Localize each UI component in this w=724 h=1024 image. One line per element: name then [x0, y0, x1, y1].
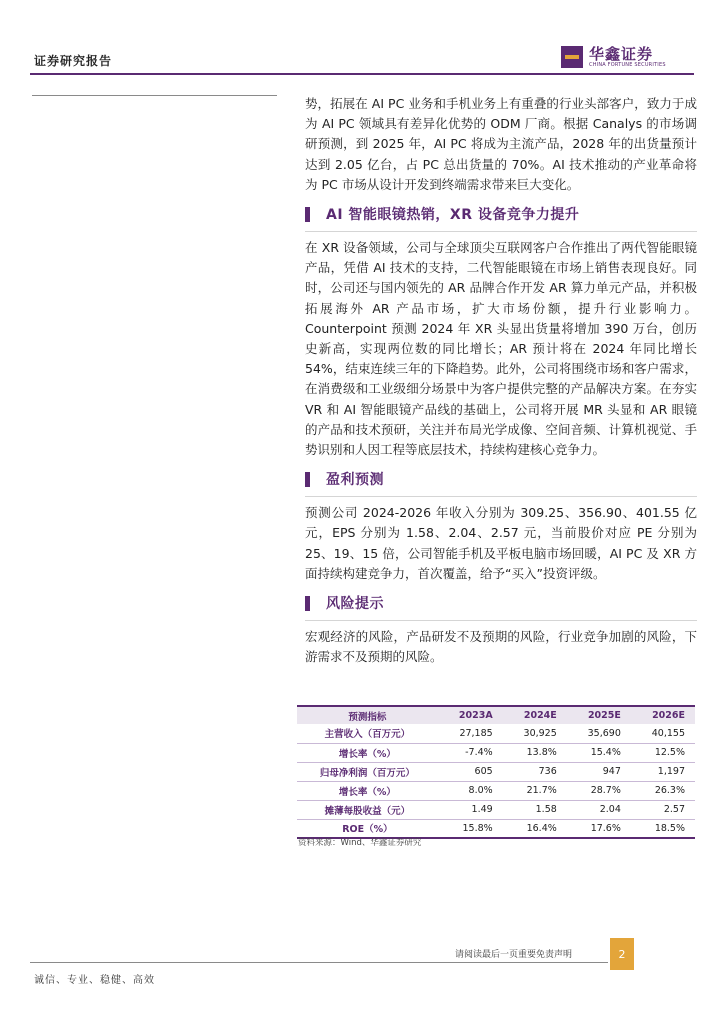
forecast-table — [297, 705, 695, 839]
table-cell: 947 — [567, 762, 631, 781]
table-cell: 1.49 — [438, 800, 503, 819]
company-logo — [561, 46, 666, 68]
table-cell: 736 — [503, 762, 567, 781]
table-header-row — [297, 706, 695, 724]
main-content — [305, 94, 697, 667]
table-row — [297, 724, 695, 743]
table-header-cell: 2024E — [503, 706, 567, 724]
sidebar-divider — [32, 95, 277, 96]
section-divider — [305, 620, 697, 621]
row-label: 增长率（%） — [297, 743, 438, 762]
row-label: 归母净利润（百万元） — [297, 762, 438, 781]
intro-paragraph: 势，拓展在 AI PC 业务和手机业务上有重叠的行业头部客户，致力于成为 AI PC 领域具有差异化优势的 ODM 厂商。根据 Canalys 的市场调研预测，到 2025 年，AI PC 将成为主流产品，2028 年的出货量预计达到 2.05 亿台，占 PC 总出货量的 70%。AI 技术推动的产业革命将为 PC 市场从设计开发到终端需求带来巨大变化。 — [305, 96, 697, 192]
section-paragraph-forecast: 预测公司 2024-2026 年收入分别为 309.25、356.90、401.55 亿元，EPS 分别为 1.58、2.04、2.57 元，当前股价对应 PE 分别为 25、19、15 倍，公司智能手机及平板电脑市场回暖，AI PC 及 XR 方面持续构建竞争力，首次覆盖，给予“买入”投资评级。 — [305, 505, 697, 581]
table-cell: 18.5% — [631, 819, 695, 838]
section-marker-icon — [305, 207, 310, 222]
table-cell: 2.57 — [631, 800, 695, 819]
table-cell: 16.4% — [503, 819, 567, 838]
section-divider — [305, 231, 697, 232]
forecast-table-container — [297, 705, 695, 839]
page-number: 2 — [610, 938, 634, 970]
table-cell: 21.7% — [503, 781, 567, 800]
section-paragraph-xr: 在 XR 设备领域，公司与全球顶尖互联网客户合作推出了两代智能眼镜产品，凭借 AI 技术的支持，二代智能眼镜在市场上销售表现良好。同时，公司还与国内领先的 AR 品牌合作开发 AR 算力单元产品，并积极拓展海外 AR 产品市场，扩大市场份额，提升行业影响力。 Counterpoint 预测 2024 年 XR 头显出货量将增加 390 万台，创历史新高，实现两位数的同比增长；AR 预计将在 2024 年同比增长 54%，结束连续三年的下降趋势。此外，公司将围绕市场和客户需求，在消费级和工业级细分场景中为客户提供完整的产品解决方案。在夯实 VR 和 AI 智能眼镜产品线的基础上，公司将开展 MR 头显和 AR 眼镜的产品和技术预研，关注并布局光学成像、空间音频、计算机视觉、手势识别和人因工程等底层技术，持续构建核心竞争力。 — [305, 240, 697, 458]
footer-divider — [30, 962, 608, 963]
table-cell: 17.6% — [567, 819, 631, 838]
table-cell: 30,925 — [503, 724, 567, 743]
table-cell: 1.58 — [503, 800, 567, 819]
row-label: 增长率（%） — [297, 781, 438, 800]
logo-name-cn: 华鑫证券 — [589, 45, 654, 63]
table-source-note: 资料来源：Wind、华鑫证券研究 — [298, 838, 422, 848]
footer-motto: 诚信、专业、稳健、高效 — [34, 975, 155, 986]
section-divider — [305, 496, 697, 497]
table-cell: 40,155 — [631, 724, 695, 743]
table-cell: 13.8% — [503, 743, 567, 762]
report-type-label: 证券研究报告 — [34, 54, 113, 68]
table-header-cell: 2026E — [631, 706, 695, 724]
table-cell: 26.3% — [631, 781, 695, 800]
section-heading-risk — [305, 593, 697, 613]
table-cell: 605 — [438, 762, 503, 781]
table-row — [297, 762, 695, 781]
section-title: 风险提示 — [326, 596, 384, 613]
table-cell: 12.5% — [631, 743, 695, 762]
table-cell: 35,690 — [567, 724, 631, 743]
section-marker-icon — [305, 596, 310, 611]
table-cell: 2.04 — [567, 800, 631, 819]
table-header-cell: 2025E — [567, 706, 631, 724]
disclaimer-note: 请阅读最后一页重要免责声明 — [455, 950, 573, 960]
table-row — [297, 800, 695, 819]
table-cell: 15.8% — [438, 819, 503, 838]
row-label: 主营收入（百万元） — [297, 724, 438, 743]
logo-icon — [561, 46, 583, 68]
table-header-cell: 预测指标 — [297, 706, 438, 724]
section-paragraph-risk: 宏观经济的风险，产品研发不及预期的风险，行业竞争加剧的风险，下游需求不及预期的风险。 — [305, 629, 697, 665]
section-title: AI 智能眼镜热销，XR 设备竞争力提升 — [326, 207, 580, 224]
header-divider — [30, 73, 694, 75]
table-cell: 8.0% — [438, 781, 503, 800]
row-label: 摊薄每股收益（元） — [297, 800, 438, 819]
section-heading-xr — [305, 204, 697, 224]
logo-name-en: CHINA FORTUNE SECURITIES — [589, 62, 666, 68]
table-header-cell: 2023A — [438, 706, 503, 724]
table-row — [297, 743, 695, 762]
table-cell: 1,197 — [631, 762, 695, 781]
section-marker-icon — [305, 472, 310, 487]
table-row — [297, 781, 695, 800]
row-label: ROE（%） — [297, 819, 438, 838]
table-cell: 27,185 — [438, 724, 503, 743]
table-cell: -7.4% — [438, 743, 503, 762]
table-cell: 28.7% — [567, 781, 631, 800]
section-heading-forecast — [305, 469, 697, 489]
table-cell: 15.4% — [567, 743, 631, 762]
section-title: 盈利预测 — [326, 472, 384, 489]
